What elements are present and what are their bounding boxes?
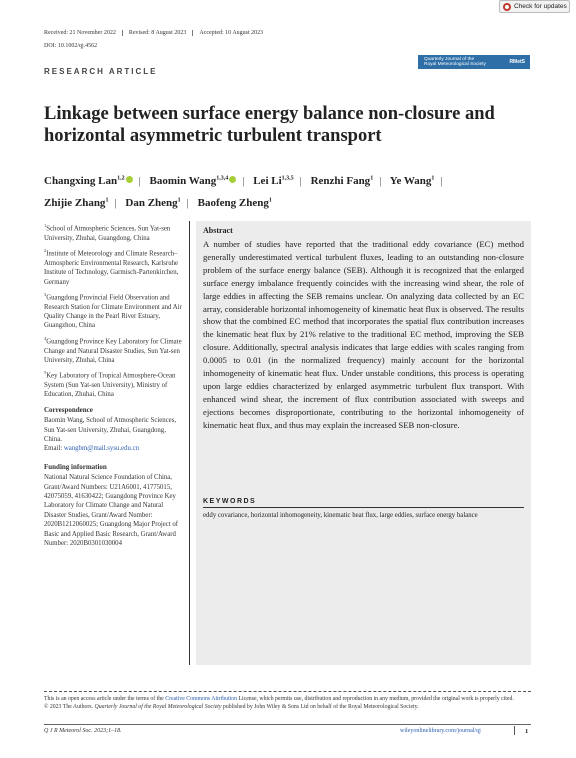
author-affiliation-numbers: 1 xyxy=(177,197,181,204)
license-text xyxy=(44,695,534,711)
correspondence-text: Baomin Wang, School of Atmospheric Sciences, Sun Yat-sen University, Zhuhai, Guangdong, China. xyxy=(44,417,177,444)
check-for-updates-badge[interactable] xyxy=(499,0,570,13)
author-affiliation-numbers: 1 xyxy=(370,175,374,181)
correspondence-heading: Correspondence xyxy=(44,405,93,414)
rmets-brand: RMetS xyxy=(509,59,525,65)
affiliation-text: School of Atmospheric Sciences, Sun Yat-sen University, Zhuhai, Guangdong, China xyxy=(44,225,171,242)
footer-divider xyxy=(44,691,531,692)
author-affiliation-numbers: 1,2 xyxy=(117,175,125,181)
copyright-prefix: © 2023 The Authors. xyxy=(44,704,95,710)
sidebar xyxy=(44,221,184,549)
journal-logo-line2: Royal Meteorological Society xyxy=(424,62,486,67)
author-name: Changxing Lan xyxy=(44,174,118,187)
author-name: Ye Wang xyxy=(389,174,432,187)
license-suffix: License, which permits use, distribution and reproduction in any medium, provided the original work is properly cited. xyxy=(237,696,514,702)
affiliation xyxy=(44,221,184,243)
copyright-suffix: published by John Wiley & Sons Ltd on behalf of the Royal Meteorological Society. xyxy=(221,704,419,710)
author-separator: | xyxy=(242,174,245,187)
journal-citation: Q J R Meteorol Soc. 2023;1–18. xyxy=(44,728,122,734)
author xyxy=(390,175,435,187)
author-name: Baofeng Zheng xyxy=(197,197,269,210)
journal-logo-line1: Quarterly Journal of the xyxy=(424,57,475,62)
author-affiliation-numbers: 1 xyxy=(431,175,435,181)
author-affiliation-numbers: 1 xyxy=(105,197,109,204)
accepted-date: Accepted: 10 August 2023 xyxy=(192,30,269,36)
author-separator: | xyxy=(299,174,302,187)
author xyxy=(198,197,272,209)
author xyxy=(44,175,133,187)
email-link[interactable]: wangbm@mail.sysu.edu.cn xyxy=(63,445,139,453)
affiliation-text: Institute of Meteorology and Climate Research–Atmospheric Environmental Research, Karlsruhe Institute of Technology, Garmisch-Partenkirchen, Germany xyxy=(44,250,179,286)
journal-url[interactable]: wileyonlinelibrary.com/journal/qj xyxy=(400,728,481,734)
column-divider xyxy=(189,221,190,665)
journal-logo[interactable] xyxy=(418,55,530,69)
license-line2 xyxy=(44,703,534,711)
affiliation-number: 5 xyxy=(44,370,47,376)
keywords-heading: KEYWORDS xyxy=(203,498,257,505)
license-prefix: This is an open access article under the terms of the xyxy=(44,696,166,702)
orcid-icon[interactable] xyxy=(126,176,133,183)
author-name: Renzhi Fang xyxy=(310,174,371,187)
doi[interactable]: DOI: 10.1002/qj.4562 xyxy=(44,43,98,49)
author xyxy=(44,197,108,209)
keywords-text: eddy covariance, horizontal inhomogeneity, kinematic heat flux, large eddies, surface energy balance xyxy=(203,512,478,519)
author-affiliation-numbers: 1,3,5 xyxy=(281,175,294,181)
author-name: Dan Zheng xyxy=(125,197,178,210)
author-separator: | xyxy=(138,174,141,187)
affiliation-number: 4 xyxy=(44,335,47,341)
journal-logo-text xyxy=(418,57,498,67)
affiliation xyxy=(44,368,184,399)
license-line1 xyxy=(44,695,534,703)
page-separator xyxy=(514,726,515,735)
author xyxy=(150,175,237,187)
affiliation-number: 3 xyxy=(44,291,47,297)
abstract-heading: Abstract xyxy=(203,226,233,235)
author-separator: | xyxy=(186,197,189,210)
received-date: Received: 21 November 2022 xyxy=(44,30,116,36)
author-name: Zhijie Zhang xyxy=(44,197,106,210)
author-name: Lei Li xyxy=(253,174,282,187)
affiliation-text: Guangdong Province Key Laboratory for Climate Change and Natural Disaster Studies, Sun Yat-sen University, Zhuhai, China xyxy=(44,338,182,364)
dates-row xyxy=(44,30,269,36)
funding-heading: Funding information xyxy=(44,462,107,471)
abstract-text: A number of studies have reported that the traditional eddy covariance (EC) method generally underestimated vertical turbulent fluxes, leading to an outstanding non-closure problem of the surface energy balance (SEB). Although it is recognized that the enlarged surface energy imbalance frequently coincides with the increasing wind shear, the role of large eddies in affecting the SEB remains unclear. On analyzing data collected by an EC array, considerable horizontal inhomogeneity of kinematic heat flux is observed. The results show that the combined EC method that incorporates the spatial flux contribution increases the kinematic heat flux by 21% relative to the traditional EC method, improving the SEB closure. Additionally, spectral analysis indicates that large eddies with scales ranging from 0.0005 to 0.01 (in the normalized frequency) mainly account for the horizontal inhomogeneity of kinematic heat flux. Under unstable conditions, this process is operating upon large eddies characterized by enlarged asymmetric turbulent flux transport. With enhanced wind shear, the increment of flux contribution associated with sweeps and ejections becomes disproportionate, contributing to the horizontal inhomogeneity of kinematic heat flux, and thus may explain the increased SEB non-closure. xyxy=(203,239,524,430)
affiliation-number: 1 xyxy=(44,223,47,228)
paper-title: Linkage between surface energy balance non-closure and horizontal asymmetric turbulent transport xyxy=(44,104,495,146)
affiliation xyxy=(44,246,184,287)
affiliation-number: 2 xyxy=(44,248,47,254)
author xyxy=(253,175,293,187)
author-affiliation-numbers: 1 xyxy=(268,197,272,204)
author-separator: | xyxy=(440,174,443,187)
correspondence-email-row xyxy=(44,444,184,453)
funding-text: National Natural Science Foundation of China, Grant/Award Numbers: U21A6001, 41775015, 42075059, 41630422; Guangdong Province Key Laboratory for Climate Change and Natural Disaster Studies, Grant/Award Number: 2020B1212060025; Guangdong Major Project of Basic and Applied Basic Research, Grant/Award Number: 2020B0301030004 xyxy=(44,474,179,548)
author-separator: | xyxy=(114,197,117,210)
affiliation-list xyxy=(44,221,184,400)
creative-commons-link[interactable]: Creative Commons Attribution xyxy=(165,696,238,702)
author-name: Baomin Wang xyxy=(149,174,217,187)
affiliation-text: Guangdong Provincial Field Observation and Research Station for Climate Environment and Air Quality Change in the Pearl River Estuary, Guangzhou, China xyxy=(44,294,182,330)
affiliation-text: Key Laboratory of Tropical Atmosphere-Ocean System (Sun Yat-sen University), Ministry of Education, Zhuhai, China xyxy=(44,372,176,399)
email-label: Email: xyxy=(44,445,63,453)
author-list xyxy=(44,168,514,213)
article-type: RESEARCH ARTICLE xyxy=(44,67,158,76)
author-affiliation-numbers: 1,3,4 xyxy=(216,175,229,181)
copyright-journal: Quarterly Journal of the Royal Meteorological Society xyxy=(94,704,222,710)
author xyxy=(125,197,180,209)
keywords-divider xyxy=(203,507,524,508)
footer-rule xyxy=(44,724,531,725)
revised-date: Revised: 8 August 2023 xyxy=(122,30,193,36)
update-icon xyxy=(503,3,511,11)
affiliation xyxy=(44,334,184,365)
affiliation xyxy=(44,290,184,331)
page-number: 1 xyxy=(525,728,529,735)
author xyxy=(311,175,374,187)
author-separator: | xyxy=(379,174,382,187)
check-for-updates-label: Check for updates xyxy=(514,3,567,10)
